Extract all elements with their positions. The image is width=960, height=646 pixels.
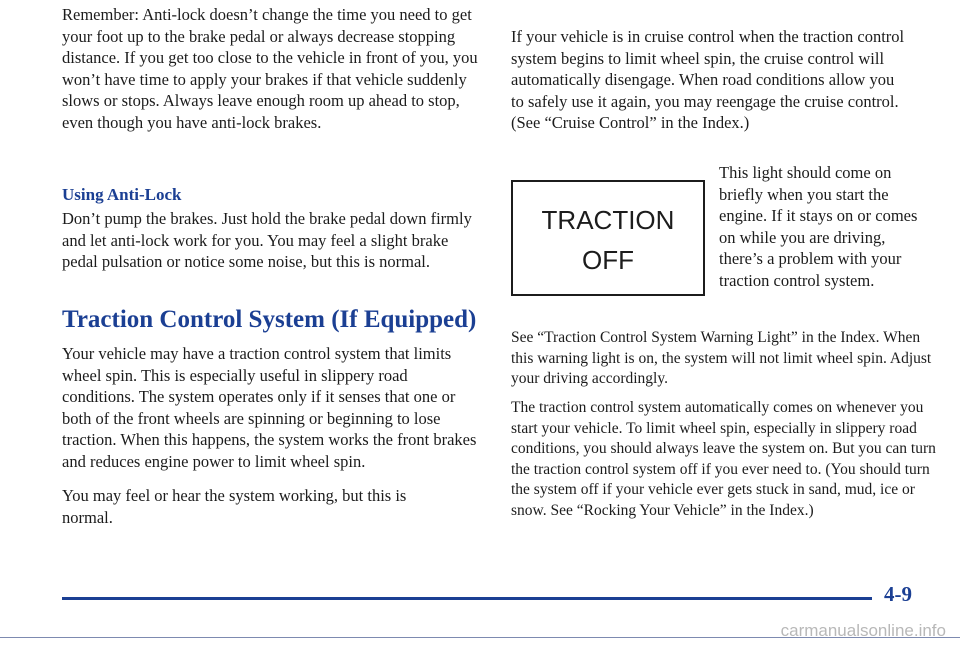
subheading-using-antilock: Using Anti-Lock — [62, 185, 182, 204]
paragraph-cruise-control: If your vehicle is in cruise control when the traction control system begins to limit wheel spin, the cruise control will automatically disengage. When road conditions allow you to safely use it again, you may reengage the cruise control. (See “Cruise Control” in the Index.) — [511, 27, 905, 133]
page-number: 4-9 — [884, 582, 912, 606]
paragraph-auto-on: The traction control system automatically comes on whenever you start your vehicle. To limit wheel spin, especially in slippery road conditions, you should always leave the system on. But you can turn the traction control system off if you ever need to. (You should turn the system off if your vehicle ever gets stuck in sand, mud, ice or snow. See “Rocking Your Vehicle” in the Index.) — [511, 399, 936, 519]
paragraph-warning-light: See “Traction Control System Warning Light” in the Index. When this warning light is on, the system will not limit wheel spin. Adjust your driving accordingly. — [511, 329, 932, 387]
indicator-text-line2: OFF — [582, 245, 634, 275]
paragraph-antilock-reminder: Remember: Anti-lock doesn’t change the time you need to get your foot up to the brake pedal or always decrease stopping distance. If you get too close to the vehicle in front of you, you won’t have time to apply your brakes if that vehicle suddenly slows or stops. Always leave enough room up ahead to stop, even though you have anti-lock brakes. — [62, 5, 478, 132]
paragraph-light-description: This light should come on briefly when you start the engine. If it stays on or comes on while you are driving, there’s a problem with your traction control system. — [719, 163, 918, 290]
paragraph-using-antilock: Don’t pump the brakes. Just hold the brake pedal down firmly and let anti-lock work for you. You may feel a slight brake pedal pulsation or notice some noise, but this is normal. — [62, 209, 472, 272]
footer-rule — [62, 597, 872, 600]
paragraph-feel-hear: You may feel or hear the system working, but this is normal. — [62, 486, 407, 527]
section-title-traction-control: Traction Control System (If Equipped) — [62, 306, 477, 333]
paragraph-traction-intro: Your vehicle may have a traction control system that limits wheel spin. This is especially useful in slippery road conditions. The system operates only if it senses that one or both of the front wheels are spinning or beginning to lose traction. When this happens, the system works the front brakes and reduces engine power to limit wheel spin. — [62, 344, 477, 471]
indicator-text-line1: TRACTION — [541, 205, 675, 235]
traction-off-indicator — [511, 180, 705, 296]
watermark-text: carmanualsonline.info — [780, 621, 946, 640]
